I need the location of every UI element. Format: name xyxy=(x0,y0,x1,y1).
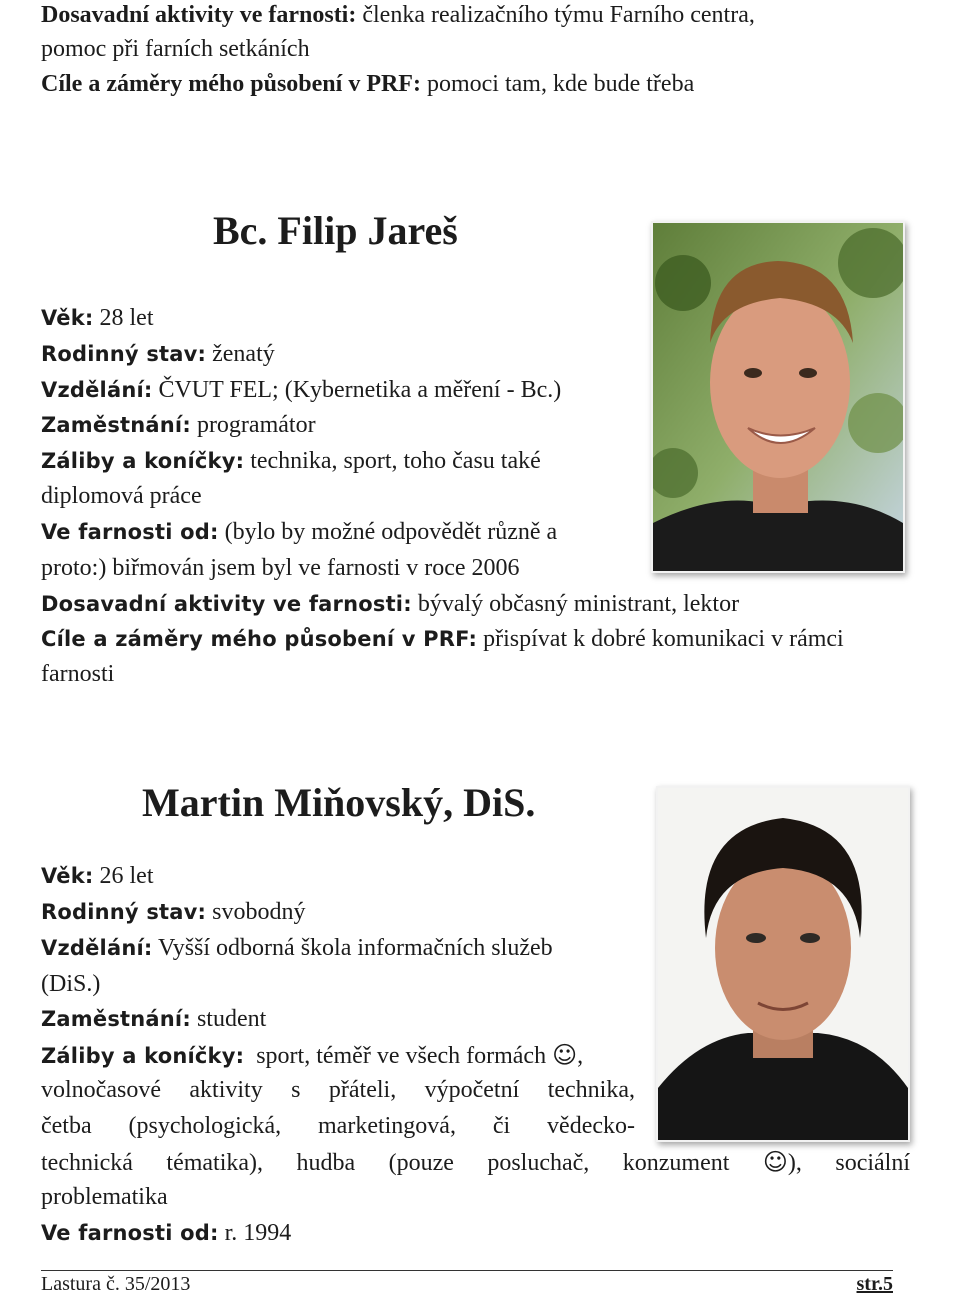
filip-goals xyxy=(41,621,844,657)
martin-job-value: student xyxy=(190,1006,267,1032)
filip-status-value: ženatý xyxy=(206,341,275,367)
page-footer xyxy=(41,1270,893,1299)
martin-age-value: 26 let xyxy=(93,863,154,889)
footer-issue: Lastura č. 35/2013 xyxy=(41,1273,191,1295)
martin-education-continued: (DiS.) xyxy=(41,971,101,997)
filip-age-value: 28 let xyxy=(93,305,154,331)
filip-activity-value: bývalý občasný ministrant, lektor xyxy=(411,591,740,617)
intro-goals-label: Cíle a záměry mého působení v PRF: xyxy=(41,71,421,97)
intro-activity-continued: pomoc při farních setkáních xyxy=(41,36,310,62)
filip-goals-label: Cíle a záměry mého působení v PRF: xyxy=(41,627,478,651)
filip-goals-continued: farnosti xyxy=(41,661,115,687)
martin-education-value: Vyšší odborná škola informačních služeb xyxy=(152,935,553,961)
filip-name-heading: Bc. Filip Jareš xyxy=(213,208,458,253)
filip-age-label: Věk: xyxy=(41,306,94,330)
filip-activity-label: Dosavadní aktivity ve farnosti: xyxy=(41,592,412,616)
intro-goals-value: pomoci tam, kde bude třeba xyxy=(420,71,695,97)
filip-job-value: programátor xyxy=(190,412,316,438)
martin-status xyxy=(41,894,305,930)
martin-education-label: Vzdělání: xyxy=(41,936,153,960)
filip-job xyxy=(41,407,316,443)
filip-status-label: Rodinný stav: xyxy=(41,342,207,366)
martin-hobbies-value: sport, téměř ve všech formách ☺, xyxy=(244,1043,583,1069)
filip-education-value: ČVUT FEL; (Kybernetika a měření - Bc.) xyxy=(152,377,562,403)
martin-status-label: Rodinný stav: xyxy=(41,900,207,924)
intro-goals-line xyxy=(41,66,694,102)
filip-hobbies-continued: diplomová práce xyxy=(41,483,202,509)
martin-since xyxy=(41,1215,291,1251)
filip-since-continued: proto:) biřmován jsem byl ve farnosti v roce 2006 xyxy=(41,555,520,581)
filip-goals-value: přispívat k dobré komunikaci v rámci xyxy=(477,626,844,652)
martin-since-label: Ve farnosti od: xyxy=(41,1221,219,1245)
filip-photo xyxy=(651,221,905,573)
filip-hobbies-label: Záliby a koníčky: xyxy=(41,449,245,473)
filip-job-label: Zaměstnání: xyxy=(41,413,191,437)
martin-hobbies xyxy=(41,1037,583,1074)
martin-hobbies-line4: technická tématika), hudba (pouze posluchač, konzument ☺), sociální xyxy=(41,1144,910,1181)
filip-since xyxy=(41,514,557,550)
martin-photo xyxy=(656,786,910,1142)
footer-page-number: str.5 xyxy=(856,1273,893,1295)
intro-activity-label: Dosavadní aktivity ve farnosti: xyxy=(41,2,357,28)
martin-age-label: Věk: xyxy=(41,864,94,888)
filip-education-label: Vzdělání: xyxy=(41,378,153,402)
martin-status-value: svobodný xyxy=(206,899,306,925)
filip-status xyxy=(41,336,275,372)
smiley-icon: ☺ xyxy=(552,1041,578,1069)
martin-hobbies-line5: problematika xyxy=(41,1184,168,1210)
martin-hobbies-label: Záliby a koníčky: xyxy=(41,1044,245,1068)
martin-education xyxy=(41,930,553,966)
martin-since-value: r. 1994 xyxy=(218,1220,292,1246)
martin-name-heading: Martin Miňovský, DiS. xyxy=(142,780,536,825)
martin-job xyxy=(41,1001,266,1037)
filip-age xyxy=(41,300,154,336)
martin-age xyxy=(41,858,154,894)
filip-since-label: Ve farnosti od: xyxy=(41,520,219,544)
filip-since-value: (bylo by možné odpovědět různě a xyxy=(218,519,558,545)
filip-hobbies-value: technika, sport, toho času také xyxy=(244,448,541,474)
martin-hobbies-line3: četba (psychologická, marketingová, či vědecko- xyxy=(41,1113,635,1139)
intro-activity-line xyxy=(41,0,911,33)
filip-activity xyxy=(41,586,739,622)
smiley-icon: ☺ xyxy=(762,1148,788,1176)
martin-job-label: Zaměstnání: xyxy=(41,1007,191,1031)
filip-hobbies xyxy=(41,443,541,479)
martin-hobbies-line2: volnočasové aktivity s přáteli, výpočetní technika, xyxy=(41,1077,635,1103)
intro-activity-value: členka realizačního týmu Farního centra, xyxy=(356,2,755,28)
filip-portrait-image xyxy=(653,223,903,571)
filip-education xyxy=(41,372,561,408)
martin-portrait-image xyxy=(658,788,908,1140)
